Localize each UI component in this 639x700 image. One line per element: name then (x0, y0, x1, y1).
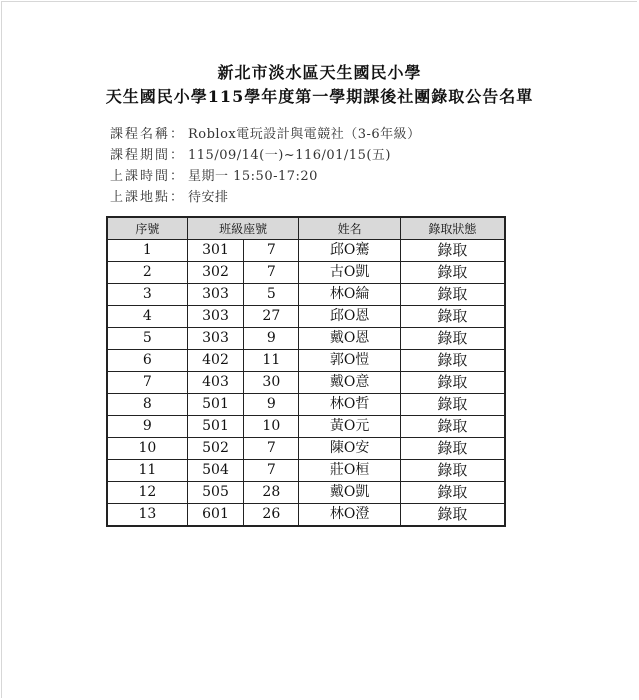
course-period-value: 115/09/14(一)~116/01/15(五) (188, 148, 391, 163)
row-number: 8 (107, 394, 187, 416)
row-name: 古O凱 (299, 262, 400, 284)
row-seat: 26 (244, 504, 299, 527)
table-row (107, 394, 505, 416)
row-name: 郭O愷 (299, 350, 400, 372)
row-status: 錄取 (400, 350, 505, 372)
class-location-value: 待安排 (188, 190, 229, 205)
row-seat: 5 (244, 284, 299, 306)
row-number: 12 (107, 482, 187, 504)
row-status: 錄取 (400, 394, 505, 416)
row-name: 黃O元 (299, 416, 400, 438)
row-class: 505 (187, 482, 243, 504)
row-number: 2 (107, 262, 187, 284)
row-name: 戴O意 (299, 372, 400, 394)
row-status: 錄取 (400, 240, 505, 262)
row-number: 3 (107, 284, 187, 306)
table-row (107, 328, 505, 350)
row-seat: 9 (244, 328, 299, 350)
row-seat: 7 (244, 240, 299, 262)
header-class-seat: 班級座號 (187, 217, 299, 240)
row-class: 601 (187, 504, 243, 527)
row-seat: 30 (244, 372, 299, 394)
class-location-label: 上課地點： (110, 190, 186, 205)
row-status: 錄取 (400, 306, 505, 328)
table-row (107, 262, 505, 284)
row-class: 301 (187, 240, 243, 262)
row-seat: 9 (244, 394, 299, 416)
row-number: 4 (107, 306, 187, 328)
row-status: 錄取 (400, 504, 505, 527)
course-info (110, 124, 421, 208)
row-seat: 7 (244, 460, 299, 482)
row-name: 林O哲 (299, 394, 400, 416)
row-status: 錄取 (400, 482, 505, 504)
course-period-row (110, 145, 421, 166)
class-time-label: 上課時間： (110, 169, 186, 184)
course-name-row (110, 124, 421, 145)
class-location-row (110, 187, 421, 208)
table-row (107, 284, 505, 306)
school-title: 新北市淡水區天生國民小學 (217, 63, 422, 82)
row-status: 錄取 (400, 438, 505, 460)
class-time-row (110, 166, 421, 187)
row-seat: 7 (244, 262, 299, 284)
table-row (107, 416, 505, 438)
table-row (107, 306, 505, 328)
row-class: 403 (187, 372, 243, 394)
course-period-label: 課程期間： (110, 148, 186, 163)
row-seat: 10 (244, 416, 299, 438)
row-number: 7 (107, 372, 187, 394)
table-row (107, 504, 505, 527)
row-name: 戴O恩 (299, 328, 400, 350)
header-status: 錄取狀態 (400, 217, 505, 240)
row-number: 5 (107, 328, 187, 350)
row-number: 10 (107, 438, 187, 460)
row-name: 邱O恩 (299, 306, 400, 328)
row-class: 303 (187, 306, 243, 328)
row-name: 林O綸 (299, 284, 400, 306)
row-class: 504 (187, 460, 243, 482)
row-status: 錄取 (400, 262, 505, 284)
row-number: 6 (107, 350, 187, 372)
row-status: 錄取 (400, 460, 505, 482)
course-name-label: 課程名稱： (110, 127, 186, 142)
row-name: 陳O安 (299, 438, 400, 460)
course-name-value: Roblox電玩設計與電競社（3-6年級） (188, 127, 421, 142)
row-class: 303 (187, 284, 243, 306)
row-class: 501 (187, 394, 243, 416)
row-seat: 28 (244, 482, 299, 504)
row-class: 501 (187, 416, 243, 438)
row-number: 11 (107, 460, 187, 482)
table-row (107, 460, 505, 482)
row-name: 林O澄 (299, 504, 400, 527)
row-status: 錄取 (400, 328, 505, 350)
row-number: 1 (107, 240, 187, 262)
table-row (107, 372, 505, 394)
row-name: 邱O騫 (299, 240, 400, 262)
row-status: 錄取 (400, 372, 505, 394)
table-row (107, 240, 505, 262)
row-status: 錄取 (400, 284, 505, 306)
header-no: 序號 (107, 217, 187, 240)
row-class: 302 (187, 262, 243, 284)
table-row (107, 482, 505, 504)
class-time-value: 星期一 15:50-17:20 (188, 169, 318, 184)
row-class: 303 (187, 328, 243, 350)
table-header-row (107, 217, 505, 240)
row-class: 402 (187, 350, 243, 372)
row-class: 502 (187, 438, 243, 460)
row-seat: 11 (244, 350, 299, 372)
row-name: 莊O桓 (299, 460, 400, 482)
header-name: 姓名 (299, 217, 400, 240)
table-row (107, 438, 505, 460)
table-body (107, 240, 505, 527)
announcement-title: 天生國民小學115學年度第一學期課後社團錄取公告名單 (105, 87, 534, 106)
table-row (107, 350, 505, 372)
row-seat: 7 (244, 438, 299, 460)
row-number: 9 (107, 416, 187, 438)
row-seat: 27 (244, 306, 299, 328)
row-name: 戴O凱 (299, 482, 400, 504)
row-status: 錄取 (400, 416, 505, 438)
row-number: 13 (107, 504, 187, 527)
admission-table (106, 216, 506, 527)
